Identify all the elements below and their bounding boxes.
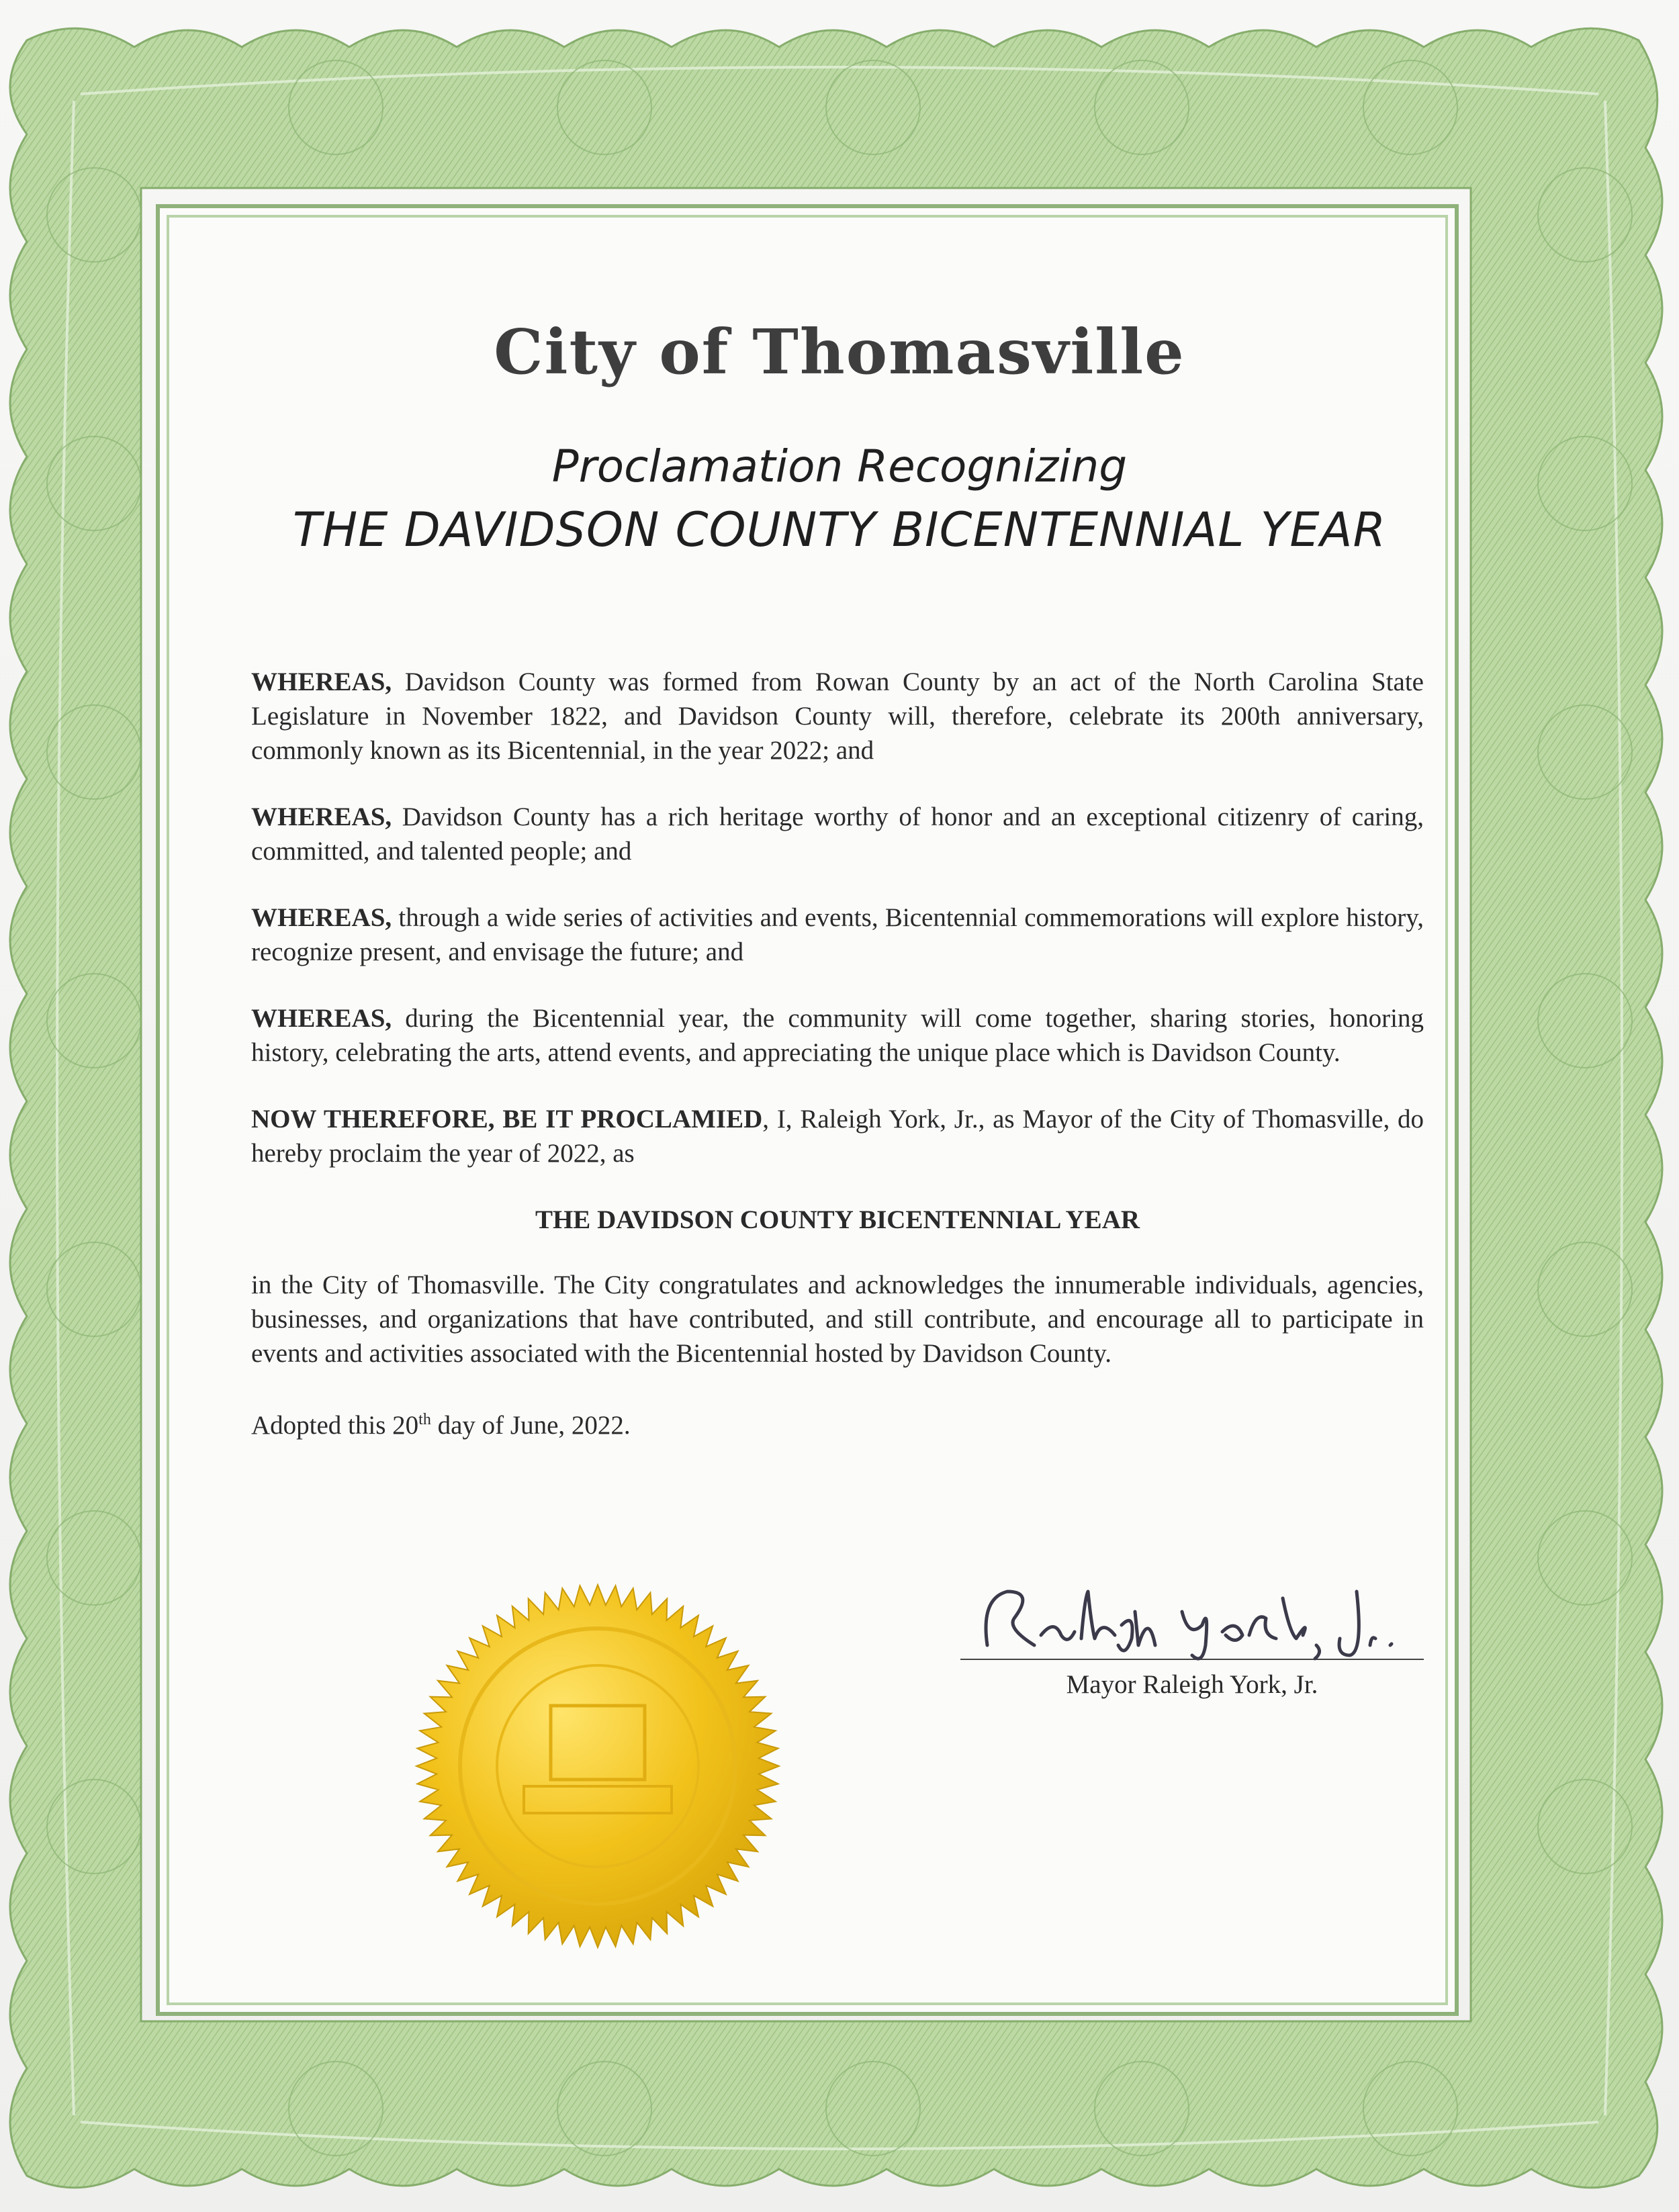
whereas-paragraph-4 [251, 1001, 1424, 1070]
paragraph-lead: WHEREAS, [251, 1004, 392, 1033]
handwritten-signature [960, 1571, 1424, 1665]
signature-block [960, 1571, 1424, 1700]
paragraph-text: , I, Raleigh York, Jr., as Mayor of the City of Thomasville, do hereby proclaim the year of 2022, as [251, 1105, 1424, 1168]
paragraph-lead: WHEREAS, [251, 667, 392, 696]
whereas-paragraph-1 [251, 665, 1424, 768]
whereas-paragraph-3 [251, 901, 1424, 969]
signature-line [960, 1659, 1424, 1660]
adopted-suffix: day of June, 2022. [430, 1411, 631, 1440]
proclamation-heading: THE DAVIDSON COUNTY BICENTENNIAL YEAR [292, 502, 1387, 557]
paragraph-lead: WHEREAS, [251, 802, 392, 831]
adopted-prefix: Adopted this 20 [251, 1411, 419, 1440]
closing-paragraph: in the City of Thomasville. The City congratulates and acknowledges the innumerable individuals, agencies, businesses, and organizations that have contributed, and still contribute, and encourage all to participate in events and activities associated with the Bicentennial hosted by Davidson County. [251, 1271, 1424, 1368]
paragraph-text: during the Bicentennial year, the community will come together, sharing stories, honoring history, celebrating the arts, attend events, and appreciating the unique place which is Davidson County. [251, 1004, 1424, 1067]
paragraph-lead: WHEREAS, [251, 903, 392, 932]
proclamation-body [251, 665, 1424, 1475]
gold-seal [410, 1578, 786, 1954]
paragraph-text: Davidson County has a rich heritage worthy of honor and an exceptional citizenry of caring, committed, and talented people; and [251, 802, 1424, 866]
adopted-date [251, 1403, 1424, 1442]
city-title: City of Thomasville [494, 316, 1185, 388]
proclaimed-title: THE DAVIDSON COUNTY BICENTENNIAL YEAR [535, 1205, 1140, 1234]
adopted-ordinal: th [418, 1411, 431, 1428]
proclamation-paragraph [251, 1102, 1424, 1170]
paragraph-text: Davidson County was formed from Rowan County by an act of the North Carolina State Legislature in November 1822, and Davidson County will, therefore, celebrate its 200th anniversary, commonly known as its Bicentennial, in the year 2022; and [251, 667, 1424, 765]
signer-name: Mayor Raleigh York, Jr. [1066, 1670, 1318, 1699]
proclamation-subtitle: Proclamation Recognizing [551, 441, 1128, 492]
paragraph-lead: NOW THEREFORE, BE IT PROCLAMIED [251, 1105, 763, 1134]
whereas-paragraph-2 [251, 800, 1424, 868]
paragraph-text: through a wide series of activities and events, Bicentennial commemorations will explore history, recognize present, and envisage the future; and [251, 903, 1424, 966]
